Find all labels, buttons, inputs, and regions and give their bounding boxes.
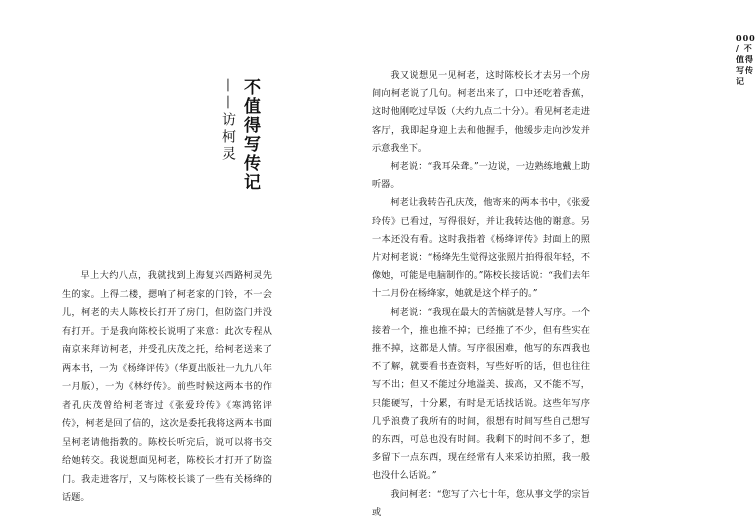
chapter-subtitle: ——访柯灵 <box>220 78 236 163</box>
left-body-text <box>62 267 272 508</box>
paragraph: 早上大约八点，我就找到上海复兴西路柯灵先生的家。上得二楼，摁响了柯老家的门铃，不一会儿，柯老的夫人陈校长打开了房门，但防盗门并没有打开。于是我向陈校长说明了来意：此次专程从南京来拜访柯老，并受孔庆茂之托，给柯老送来了两本书，一为《杨绛评传》（华夏出版社一九九八年一月版），一为《林纾传》。前些时候这两本书的作者孔庆茂曾给柯老寄过《张爱玲传》《寒鸿铭评传》，柯老是回了信的，这次是委托我将这两本书面呈柯老请他指教的。陈校长听完后，说可以将书交给她转交。我说想面见柯老，陈校长才打开了防盗门。我走进客厅，又与陈校长谈了一些有关杨绛的话题。 <box>62 270 272 503</box>
paragraph: 柯老说：“我耳朵聋。”一边说，一边熟练地戴上助听器。 <box>372 161 590 191</box>
chapter-title: 不值得写传记 <box>240 78 260 192</box>
paragraph: 我又说想见一见柯老，这时陈校长才去另一个房间向柯老说了几句。柯老出来了，口中还吃着香蕉，这时他刚吃过早饭（大约九点二十分）。看见柯老走进客厅，我即起身迎上去和他握手，他缓步走向沙发并示意我坐下。 <box>372 70 590 154</box>
paragraph: 我问柯老：“您写了六七十年，您从事文学的宗旨或 <box>372 488 590 518</box>
paragraph: 柯老说：“我现在最大的苦恼就是替人写序。一个接着一个，推也推不掉；已经推了不少，但有些实在推不掉，这都是人情。写序很困难，他写的东西我也不了解，就要看书查资料，写些好听的话，但也往往写不出；但又不能过分地溢美、拔高，又不能不写，只能硬写，十分累，有时是无话找话说。这些年写序几乎浪费了我所有的时间，很想有时间写些自己想写的东西，可总也没有时间。我剩下的时间不多了，想多留下一点东西，现在经常有人来采访拍照，我一般也没什么话说。” <box>372 306 590 482</box>
left-page <box>0 0 310 503</box>
running-head: 000 / 不值得写传记 <box>736 33 756 86</box>
paragraph: 柯老让我转告孔庆茂，他寄来的两本书中，《张爱玲传》已看过，写得很好，并让我转达他的谢意。另一本还没有看。这时我指着《杨绛评传》封面上的照片对柯老说：“杨绛先生觉得这张照片拍得很年轻，不像她，可能是电脑制作的。”陈校长接话说：“我们去年十二月份在杨绛家，她就是这个样子的。” <box>372 197 590 300</box>
right-body-text <box>372 67 590 522</box>
